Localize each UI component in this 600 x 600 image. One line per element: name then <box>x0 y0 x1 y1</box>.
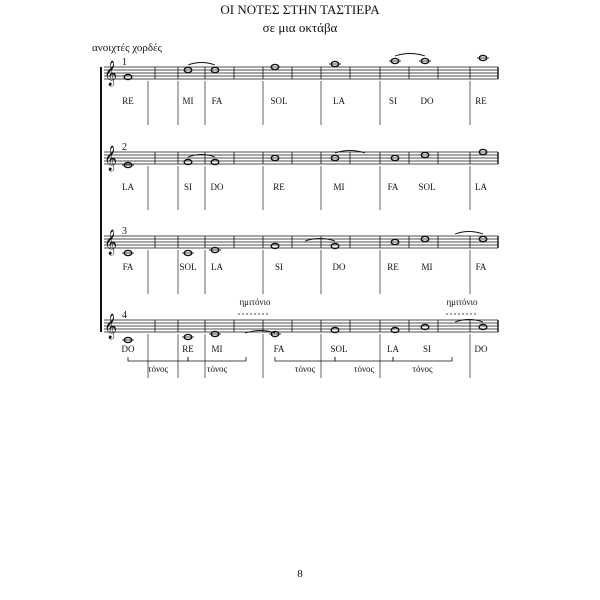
tone-bracket <box>188 357 246 361</box>
note-label: DO <box>332 262 346 272</box>
tie-arc <box>395 54 425 57</box>
note-label: LA <box>333 96 345 106</box>
semitone-label: ημιτόνιο <box>446 297 478 307</box>
tone-bracket <box>335 357 393 361</box>
tone-label: τόνος <box>294 364 316 374</box>
note-label: MI <box>182 96 194 106</box>
treble-clef-icon: 𝄞 <box>104 60 118 85</box>
string-number: 1 <box>122 57 127 68</box>
tone-label: τόνος <box>412 364 433 374</box>
tie-arc <box>455 232 483 235</box>
note-label: LA <box>122 182 134 192</box>
note-label: FA <box>273 344 285 354</box>
note-label: LA <box>211 262 223 272</box>
tone-bracket <box>275 357 335 361</box>
string-number: 4 <box>122 310 127 321</box>
note-label: RE <box>475 96 487 106</box>
staff-2 <box>104 142 498 210</box>
note-label: SI <box>422 344 432 354</box>
page-title: ΟΙ ΝΟΤΕΣ ΣΤΗΝ ΤΑΣΤΙΕΡΑ <box>220 2 380 17</box>
note-label: SI <box>183 182 193 192</box>
note-label: MI <box>211 344 223 354</box>
note-label: SOL <box>270 96 288 106</box>
open-strings-label: ανοιχτές χορδές <box>92 42 163 54</box>
note-label: MI <box>421 262 433 272</box>
note-label: RE <box>387 262 399 272</box>
note-label: SOL <box>330 344 348 354</box>
page-subtitle: σε μια οκτάβα <box>262 20 338 35</box>
tone-label: τόνος <box>353 364 375 374</box>
note-label: SOL <box>179 262 197 272</box>
page-number: 8 <box>297 568 303 580</box>
note-label: FA <box>211 96 223 106</box>
string-number: 2 <box>122 142 127 153</box>
note-label: DO <box>121 344 135 354</box>
treble-clef-icon: 𝄞 <box>104 229 118 254</box>
note-label: DO <box>474 344 488 354</box>
tone-bracket <box>393 357 452 361</box>
note-label: SOL <box>418 182 436 192</box>
tone-label: τόνος <box>147 364 169 374</box>
staff-1 <box>104 54 498 126</box>
tie-arc <box>188 63 215 66</box>
note-label: LA <box>475 182 487 192</box>
semitone-label: ημιτόνιο <box>239 297 271 307</box>
staff-3 <box>104 226 498 294</box>
note-label: SI <box>274 262 284 272</box>
treble-clef-icon: 𝄞 <box>104 313 118 338</box>
treble-clef-icon: 𝄞 <box>104 145 118 170</box>
note-label: LA <box>387 344 399 354</box>
note-label: RE <box>273 182 285 192</box>
note-label: RE <box>122 96 134 106</box>
note-label: MI <box>333 182 345 192</box>
note-label: DO <box>210 182 224 192</box>
note-label: FA <box>475 262 487 272</box>
note-label: SI <box>388 96 398 106</box>
tone-bracket <box>128 357 188 361</box>
note-label: RE <box>182 344 194 354</box>
note-label: DO <box>420 96 434 106</box>
tone-label: τόνος <box>206 364 228 374</box>
note-label: FA <box>122 262 134 272</box>
note-label: FA <box>387 182 399 192</box>
string-number: 3 <box>122 226 127 237</box>
